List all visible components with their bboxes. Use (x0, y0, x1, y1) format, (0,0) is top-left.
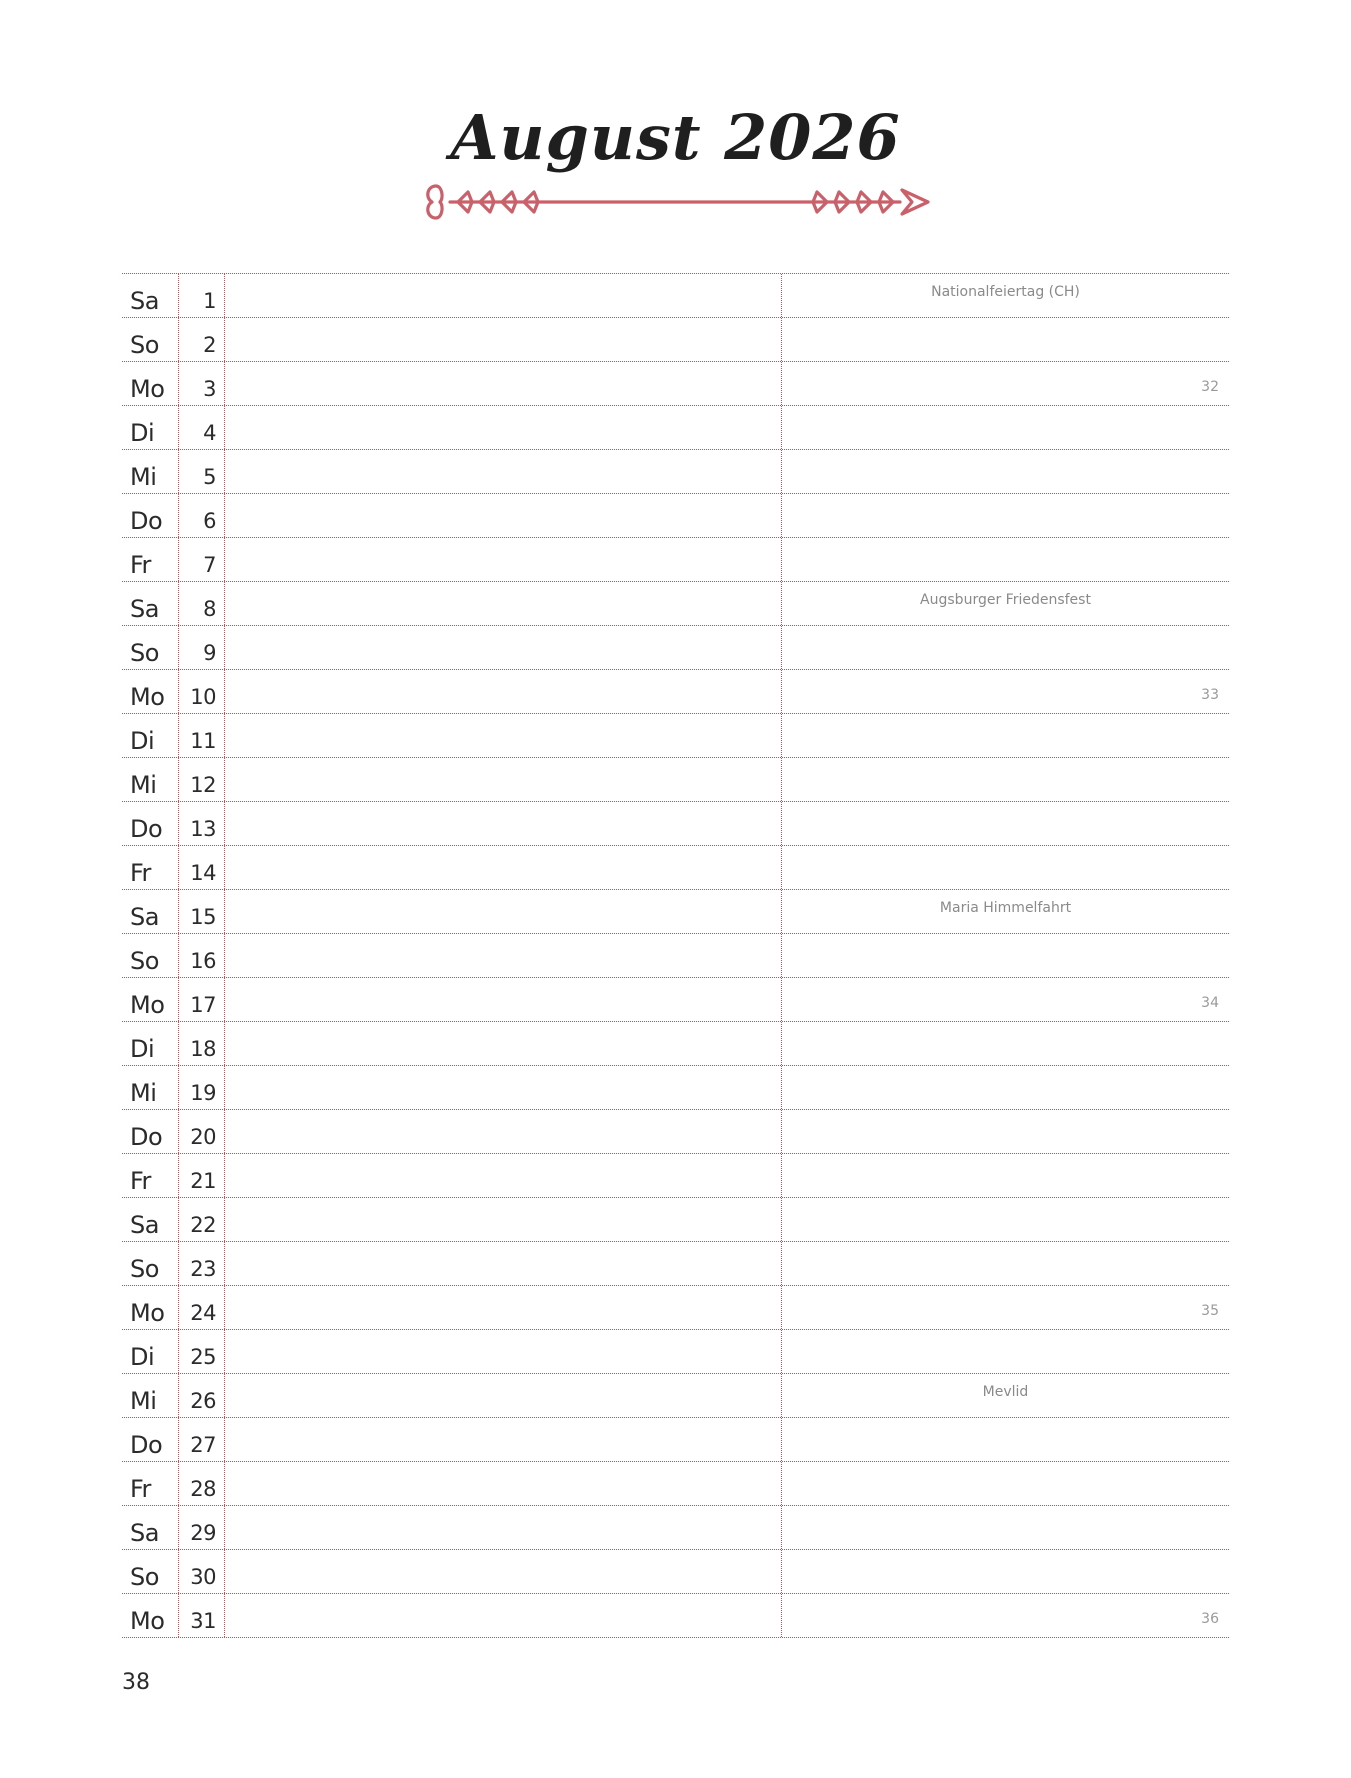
weekday-label: Mi (130, 1079, 157, 1107)
events-cell[interactable] (782, 846, 1229, 889)
calendar-day-row (122, 450, 1229, 494)
weekday-label: Di (130, 727, 155, 755)
week-number-label: 34 (1201, 995, 1219, 1011)
date-cell (179, 670, 225, 713)
date-cell (179, 934, 225, 977)
weekday-label: Sa (130, 595, 159, 623)
weekday-label: Fr (130, 859, 151, 887)
date-cell (179, 1286, 225, 1329)
calendar-day-row (122, 846, 1229, 890)
events-cell[interactable] (782, 318, 1229, 361)
weekday-cell (122, 802, 179, 845)
events-cell[interactable] (782, 1022, 1229, 1065)
date-cell (179, 274, 225, 317)
date-cell (179, 978, 225, 1021)
weekday-cell (122, 538, 179, 581)
date-cell (179, 494, 225, 537)
weekday-label: So (130, 331, 159, 359)
notes-cell[interactable] (225, 1022, 782, 1065)
weekday-cell (122, 1330, 179, 1373)
weekday-label: Mi (130, 463, 157, 491)
events-cell[interactable] (782, 362, 1229, 405)
events-cell[interactable] (782, 934, 1229, 977)
calendar-day-row (122, 758, 1229, 802)
calendar-day-row (122, 1594, 1229, 1638)
weekday-cell (122, 582, 179, 625)
weekday-cell (122, 1418, 179, 1461)
weekday-cell (122, 494, 179, 537)
events-cell[interactable] (782, 582, 1229, 625)
notes-cell[interactable] (225, 1594, 782, 1637)
events-cell[interactable] (782, 626, 1229, 669)
weekday-label: Fr (130, 1475, 151, 1503)
weekday-label: Mo (130, 683, 165, 711)
events-cell[interactable] (782, 1242, 1229, 1285)
date-cell (179, 318, 225, 361)
calendar-day-row (122, 406, 1229, 450)
weekday-label: Mo (130, 1299, 165, 1327)
date-cell (179, 802, 225, 845)
holiday-label: Augsburger Friedensfest (920, 592, 1091, 608)
date-label: 19 (190, 1081, 216, 1105)
calendar-day-row (122, 582, 1229, 626)
date-cell (179, 538, 225, 581)
date-label: 12 (190, 773, 216, 797)
notes-cell[interactable] (225, 1154, 782, 1197)
notes-cell[interactable] (225, 450, 782, 493)
date-cell (179, 1462, 225, 1505)
page-number: 38 (122, 1670, 150, 1695)
date-label: 11 (190, 729, 216, 753)
calendar-day-row (122, 1550, 1229, 1594)
date-label: 25 (190, 1345, 216, 1369)
date-cell (179, 1550, 225, 1593)
weekday-label: Do (130, 507, 163, 535)
weekday-label: Mo (130, 991, 165, 1019)
date-label: 23 (190, 1257, 216, 1281)
date-label: 29 (190, 1521, 216, 1545)
date-label: 9 (203, 641, 216, 665)
date-cell (179, 1154, 225, 1197)
date-label: 20 (190, 1125, 216, 1149)
notes-cell[interactable] (225, 406, 782, 449)
weekday-label: Mi (130, 771, 157, 799)
events-cell[interactable] (782, 1330, 1229, 1373)
notes-cell[interactable] (225, 1198, 782, 1241)
weekday-cell (122, 890, 179, 933)
calendar-day-row (122, 890, 1229, 934)
notes-cell[interactable] (225, 318, 782, 361)
weekday-cell (122, 274, 179, 317)
calendar-day-row (122, 274, 1229, 318)
date-cell (179, 1066, 225, 1109)
weekday-cell (122, 1154, 179, 1197)
weekday-cell (122, 1066, 179, 1109)
events-cell[interactable] (782, 1154, 1229, 1197)
calendar-day-row (122, 1066, 1229, 1110)
weekday-label: So (130, 947, 159, 975)
date-label: 6 (203, 509, 216, 533)
notes-cell[interactable] (225, 582, 782, 625)
calendar-day-row (122, 1462, 1229, 1506)
notes-cell[interactable] (225, 538, 782, 581)
date-label: 2 (203, 333, 216, 357)
week-number-label: 32 (1201, 379, 1219, 395)
notes-cell[interactable] (225, 626, 782, 669)
weekday-cell (122, 1462, 179, 1505)
events-cell[interactable] (782, 494, 1229, 537)
date-label: 28 (190, 1477, 216, 1501)
calendar-day-row (122, 538, 1229, 582)
date-label: 27 (190, 1433, 216, 1457)
notes-cell[interactable] (225, 978, 782, 1021)
notes-cell[interactable] (225, 846, 782, 889)
weekday-cell (122, 1110, 179, 1153)
month-calendar-grid (122, 273, 1229, 1638)
notes-cell[interactable] (225, 494, 782, 537)
events-cell[interactable] (782, 1462, 1229, 1505)
calendar-day-row (122, 362, 1229, 406)
events-cell[interactable] (782, 890, 1229, 933)
notes-cell[interactable] (225, 714, 782, 757)
weekday-cell (122, 934, 179, 977)
events-cell[interactable] (782, 1110, 1229, 1153)
weekday-label: Sa (130, 1211, 159, 1239)
weekday-label: Di (130, 1035, 155, 1063)
events-cell[interactable] (782, 802, 1229, 845)
events-cell[interactable] (782, 758, 1229, 801)
weekday-label: Di (130, 1343, 155, 1371)
date-label: 26 (190, 1389, 216, 1413)
calendar-day-row (122, 1330, 1229, 1374)
date-cell (179, 626, 225, 669)
date-label: 18 (190, 1037, 216, 1061)
weekday-cell (122, 406, 179, 449)
calendar-day-row (122, 318, 1229, 362)
date-label: 4 (203, 421, 216, 445)
events-cell[interactable] (782, 1198, 1229, 1241)
weekday-cell (122, 362, 179, 405)
calendar-day-row (122, 1154, 1229, 1198)
calendar-day-row (122, 494, 1229, 538)
weekday-cell (122, 846, 179, 889)
weekday-cell (122, 1022, 179, 1065)
events-cell[interactable] (782, 1066, 1229, 1109)
weekday-label: Do (130, 815, 163, 843)
date-cell (179, 1022, 225, 1065)
weekday-cell (122, 670, 179, 713)
date-cell (179, 846, 225, 889)
date-cell (179, 1418, 225, 1461)
notes-cell[interactable] (225, 670, 782, 713)
date-cell (179, 1330, 225, 1373)
weekday-label: So (130, 1255, 159, 1283)
date-cell (179, 406, 225, 449)
holiday-label: Maria Himmelfahrt (939, 900, 1072, 916)
notes-cell[interactable] (225, 1330, 782, 1373)
weekday-label: Di (130, 419, 155, 447)
notes-cell[interactable] (225, 802, 782, 845)
weekday-label: Do (130, 1431, 163, 1459)
date-label: 14 (190, 861, 216, 885)
date-label: 22 (190, 1213, 216, 1237)
date-cell (179, 1594, 225, 1637)
notes-cell[interactable] (225, 934, 782, 977)
weekday-cell (122, 1550, 179, 1593)
weekday-label: Mo (130, 375, 165, 403)
calendar-day-row (122, 1242, 1229, 1286)
weekday-label: Sa (130, 287, 159, 315)
weekday-cell (122, 978, 179, 1021)
date-label: 1 (203, 289, 216, 313)
notes-cell[interactable] (225, 890, 782, 933)
weekday-cell (122, 1242, 179, 1285)
events-cell[interactable] (782, 1594, 1229, 1637)
events-cell[interactable] (782, 538, 1229, 581)
weekday-cell (122, 1506, 179, 1549)
events-cell[interactable] (782, 1286, 1229, 1329)
arrow-ornament-icon (410, 182, 941, 222)
calendar-day-row (122, 1286, 1229, 1330)
weekday-cell (122, 626, 179, 669)
notes-cell[interactable] (225, 1462, 782, 1505)
date-cell (179, 362, 225, 405)
date-label: 24 (190, 1301, 216, 1325)
weekday-label: Mi (130, 1387, 157, 1415)
date-cell (179, 890, 225, 933)
events-cell[interactable] (782, 1374, 1229, 1417)
weekday-label: So (130, 639, 159, 667)
date-label: 31 (190, 1609, 216, 1633)
weekday-cell (122, 714, 179, 757)
calendar-day-row (122, 1418, 1229, 1462)
notes-cell[interactable] (225, 1286, 782, 1329)
notes-cell[interactable] (225, 1418, 782, 1461)
weekday-cell (122, 450, 179, 493)
events-cell[interactable] (782, 274, 1229, 317)
weekday-cell (122, 1594, 179, 1637)
date-label: 10 (190, 685, 216, 709)
notes-cell[interactable] (225, 274, 782, 317)
notes-cell[interactable] (225, 1110, 782, 1153)
weekday-cell (122, 758, 179, 801)
date-label: 8 (203, 597, 216, 621)
date-cell (179, 1110, 225, 1153)
week-number-label: 35 (1201, 1303, 1219, 1319)
date-label: 16 (190, 949, 216, 973)
week-number-label: 36 (1201, 1611, 1219, 1627)
notes-cell[interactable] (225, 362, 782, 405)
notes-cell[interactable] (225, 1506, 782, 1549)
events-cell[interactable] (782, 978, 1229, 1021)
events-cell[interactable] (782, 1506, 1229, 1549)
date-label: 17 (190, 993, 216, 1017)
calendar-day-row (122, 1198, 1229, 1242)
week-number-label: 33 (1201, 687, 1219, 703)
date-cell (179, 1506, 225, 1549)
notes-cell[interactable] (225, 758, 782, 801)
notes-cell[interactable] (225, 1374, 782, 1417)
date-label: 7 (203, 553, 216, 577)
weekday-cell (122, 1198, 179, 1241)
date-cell (179, 582, 225, 625)
weekday-cell (122, 1374, 179, 1417)
calendar-day-row (122, 802, 1229, 846)
weekday-label: Do (130, 1123, 163, 1151)
weekday-label: Sa (130, 903, 159, 931)
holiday-label: Mevlid (982, 1384, 1029, 1400)
date-cell (179, 1198, 225, 1241)
weekday-label: Fr (130, 1167, 151, 1195)
calendar-day-row (122, 1110, 1229, 1154)
date-cell (179, 1374, 225, 1417)
events-cell[interactable] (782, 1418, 1229, 1461)
date-cell (179, 714, 225, 757)
calendar-day-row (122, 1506, 1229, 1550)
calendar-day-row (122, 1022, 1229, 1066)
weekday-cell (122, 1286, 179, 1329)
weekday-label: Mo (130, 1607, 165, 1635)
date-cell (179, 1242, 225, 1285)
notes-cell[interactable] (225, 1242, 782, 1285)
events-cell[interactable] (782, 714, 1229, 757)
calendar-day-row (122, 670, 1229, 714)
calendar-day-row (122, 714, 1229, 758)
events-cell[interactable] (782, 1550, 1229, 1593)
date-label: 13 (190, 817, 216, 841)
weekday-label: Fr (130, 551, 151, 579)
notes-cell[interactable] (225, 1550, 782, 1593)
events-cell[interactable] (782, 406, 1229, 449)
events-cell[interactable] (782, 450, 1229, 493)
page-title: August 2026 (450, 101, 901, 174)
weekday-label: So (130, 1563, 159, 1591)
date-label: 30 (190, 1565, 216, 1589)
date-label: 5 (203, 465, 216, 489)
weekday-label: Sa (130, 1519, 159, 1547)
date-label: 21 (190, 1169, 216, 1193)
calendar-day-row (122, 978, 1229, 1022)
notes-cell[interactable] (225, 1066, 782, 1109)
date-cell (179, 758, 225, 801)
date-label: 3 (203, 377, 216, 401)
holiday-label: Nationalfeiertag (CH) (931, 284, 1080, 300)
calendar-day-row (122, 934, 1229, 978)
weekday-cell (122, 318, 179, 361)
date-label: 15 (190, 905, 216, 929)
events-cell[interactable] (782, 670, 1229, 713)
date-cell (179, 450, 225, 493)
calendar-day-row (122, 1374, 1229, 1418)
calendar-day-row (122, 626, 1229, 670)
